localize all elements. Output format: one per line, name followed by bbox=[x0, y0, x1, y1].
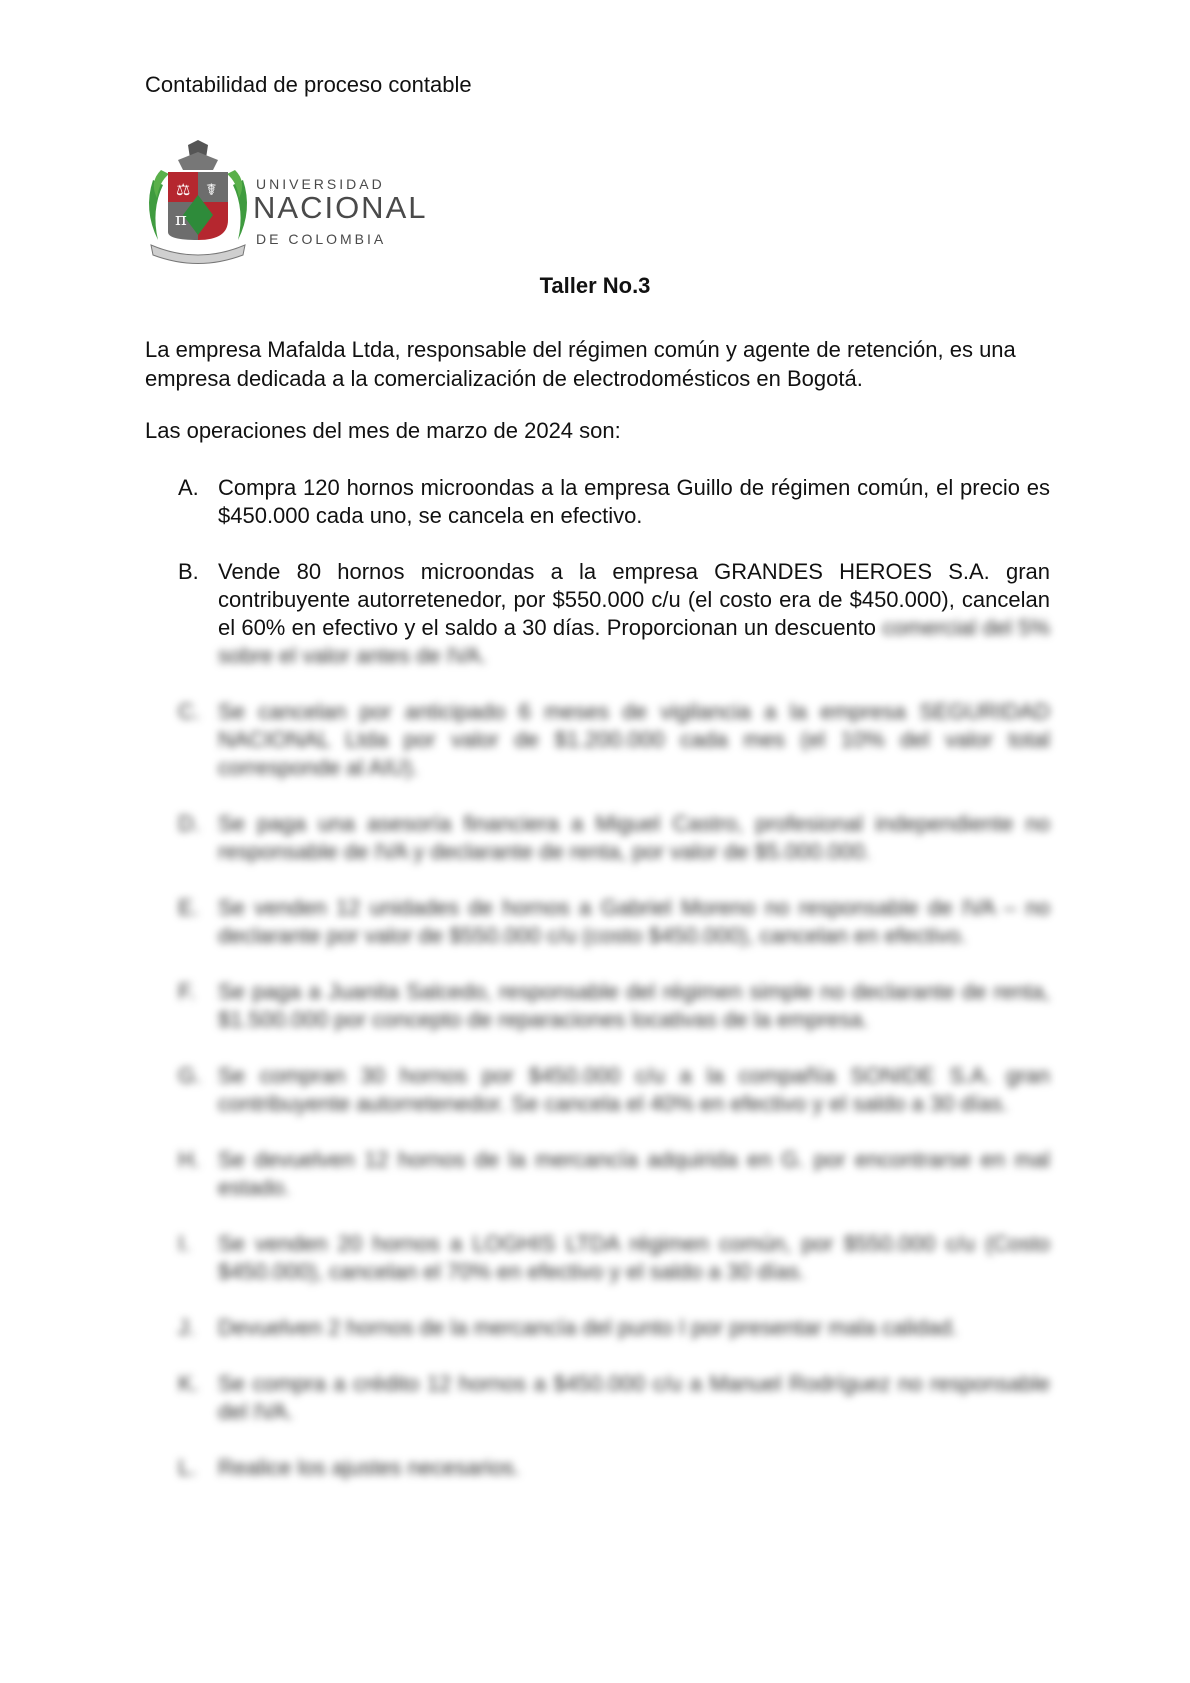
item-text bbox=[218, 558, 1050, 670]
item-letter: A. bbox=[178, 475, 199, 500]
logo-line-de-colombia: DE COLOMBIA bbox=[256, 231, 387, 247]
list-item-d bbox=[178, 810, 1050, 866]
item-text: Se compran 30 hornos por $450.000 c/u a la compañía SONIDE S.A. gran contribuyente autorretenedor. Se cancela el 40% en efectivo y el saldo a 30 días. bbox=[218, 1063, 1050, 1116]
operations-intro: Las operaciones del mes de marzo de 2024 son: bbox=[145, 418, 621, 443]
item-text: Realice los ajustes necesarios. bbox=[218, 1455, 521, 1480]
item-letter: C. bbox=[178, 699, 200, 724]
item-letter: K. bbox=[178, 1371, 199, 1396]
item-text: Se paga a Juanita Salcedo, responsable del régimen simple no declarante de renta, $1.500.000 por concepto de reparaciones locativas de la empresa. bbox=[218, 979, 1050, 1032]
item-letter: D. bbox=[178, 811, 200, 836]
operations-list bbox=[178, 474, 1050, 1482]
item-text: Devuelven 2 hornos de la mercancía del punto I por presentar mala calidad. bbox=[218, 1315, 958, 1340]
item-letter: I. bbox=[178, 1231, 191, 1256]
item-letter: H. bbox=[178, 1147, 200, 1172]
list-item-c bbox=[178, 698, 1050, 782]
list-item-l bbox=[178, 1454, 1050, 1482]
item-text-visible: Vende 80 hornos microondas a la empresa GRANDES HEROES S.A. gran contribuyente autorretenedor, por $550.000 c/u (el costo era de $450.000), cancelan el 60% en efectivo y el saldo a 30 días. Proporcionan un descuento bbox=[218, 559, 1050, 640]
item-text-blurred: comercial del 5% sobre el valor antes de IVA. bbox=[218, 615, 1050, 668]
item-text: Se venden 20 hornos a LOGHIS LTDA régimen común, por $550.000 c/u (Costo $450.000), cancelan el 70% en efectivo y el saldo a 30 días. bbox=[218, 1231, 1050, 1284]
list-item-j bbox=[178, 1314, 1050, 1342]
item-letter: G. bbox=[178, 1063, 202, 1088]
svg-text:⚖: ⚖ bbox=[176, 180, 191, 199]
list-item-f bbox=[178, 978, 1050, 1034]
item-text: Se cancelan por anticipado 6 meses de vigilancia a la empresa SEGURIDAD NACIONAL Ltda por valor de $1.200.000 cada mes (el 10% del valor total corresponde al AIU). bbox=[218, 699, 1050, 780]
item-text: Se devuelven 12 hornos de la mercancía adquirida en G. por encontrarse en mal estado. bbox=[218, 1147, 1050, 1200]
item-text: Compra 120 hornos microondas a la empresa Guillo de régimen común, el precio es $450.000 cada uno, se cancela en efectivo. bbox=[218, 475, 1050, 528]
logo-line-universidad: UNIVERSIDAD bbox=[256, 176, 385, 192]
shield-crest-icon bbox=[143, 140, 253, 270]
intro-paragraph: La empresa Mafalda Ltda, responsable del régimen común y agente de retención, es una empresa dedicada a la comercialización de electrodomésticos en Bogotá. bbox=[145, 337, 1016, 391]
list-item-h bbox=[178, 1146, 1050, 1202]
item-letter: F. bbox=[178, 979, 196, 1004]
item-text: Se compra a crédito 12 hornos a $450.000 c/u a Manuel Rodríguez no responsable del IVA. bbox=[218, 1371, 1050, 1424]
item-text: Se venden 12 unidades de hornos a Gabriel Moreno no responsable de IVA – no declarante por valor de $550.000 c/u (costo $450.000), cancelan en efectivo. bbox=[218, 895, 1050, 948]
svg-text:☤: ☤ bbox=[206, 180, 217, 199]
page-title: Taller No.3 bbox=[539, 273, 651, 298]
logo-line-nacional: NACIONAL bbox=[253, 190, 428, 225]
svg-text:π: π bbox=[175, 209, 187, 230]
list-item-i bbox=[178, 1230, 1050, 1286]
list-item-a bbox=[178, 474, 1050, 530]
list-item-g bbox=[178, 1062, 1050, 1118]
item-letter: J. bbox=[178, 1315, 196, 1340]
item-letter: B. bbox=[178, 559, 199, 584]
item-text: Se paga una asesoría financiera a Miguel Castro, profesional independiente no responsable de IVA y declarante de renta, por valor de $5.000.000. bbox=[218, 811, 1050, 864]
list-item-b bbox=[178, 558, 1050, 670]
list-item-e bbox=[178, 894, 1050, 950]
item-letter: L. bbox=[178, 1455, 197, 1480]
list-item-k bbox=[178, 1370, 1050, 1426]
item-letter: E. bbox=[178, 895, 199, 920]
course-header: Contabilidad de proceso contable bbox=[145, 72, 472, 97]
university-logo bbox=[143, 140, 443, 270]
